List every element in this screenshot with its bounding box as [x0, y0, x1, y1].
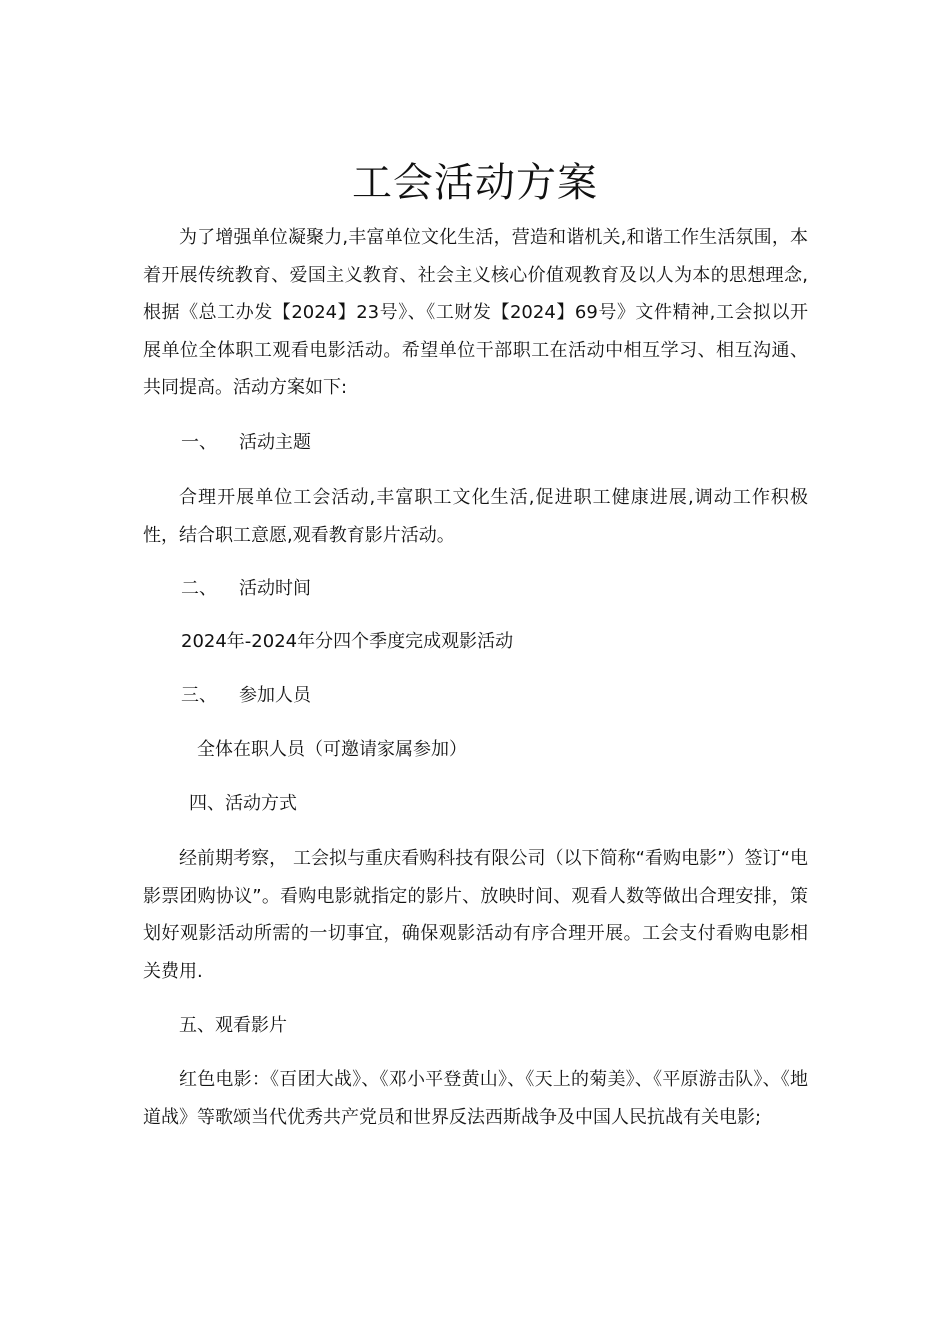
section-2-body: 2024年-2024年分四个季度完成观影活动: [181, 631, 514, 652]
section-2-title: 活动时间: [239, 578, 311, 599]
section-3-body: 全体在职人员（可邀请家属参加）: [197, 739, 467, 760]
section-4-heading: 四、活动方式: [189, 793, 297, 814]
section-3-heading: [181, 681, 311, 711]
section-1-title: 活动主题: [239, 432, 311, 453]
intro-paragraph: 为了增强单位凝聚力,丰富单位文化生活，营造和谐机关,和谐工作生活氛围，本着开展传统教育、爱国主义教育、社会主义核心价值观教育及以人为本的思想理念,根据《总工办发【2024】23号》、《工财发【2024】69号》文件精神,工会拟以开展单位全体职工观看电影活动。希望单位干部职工在活动中相互学习、相互沟通、共同提高。活动方案如下:: [143, 227, 808, 398]
section-1-heading: [181, 428, 311, 458]
section-4-body: 经前期考察， 工会拟与重庆看购科技有限公司（以下简称“看购电影”）签订“电影票团购协议”。看购电影就指定的影片、放映时间、观看人数等做出合理安排，策划好观影活动所需的一切事宜，确保观影活动有序合理开展。工会支付看购电影相关费用.: [143, 848, 808, 982]
section-1-body: 合理开展单位工会活动,丰富职工文化生活,促进职工健康进展,调动工作积极性，结合职工意愿,观看教育影片活动。: [143, 487, 808, 546]
document-title: 工会活动方案: [352, 159, 598, 206]
section-5-body: 红色电影：《百团大战》、《邓小平登黄山》、《天上的菊美》、《平原游击队》、《地道战》等歌颂当代优秀共产党员和世界反法西斯战争及中国人民抗战有关电影;: [143, 1069, 808, 1128]
section-5-heading: 五、观看影片: [179, 1015, 287, 1036]
section-2-heading: [181, 574, 311, 604]
section-1-number: 一、: [181, 432, 217, 453]
section-2-number: 二、: [181, 578, 217, 599]
section-3-number: 三、: [181, 685, 217, 706]
section-3-title: 参加人员: [239, 685, 311, 706]
